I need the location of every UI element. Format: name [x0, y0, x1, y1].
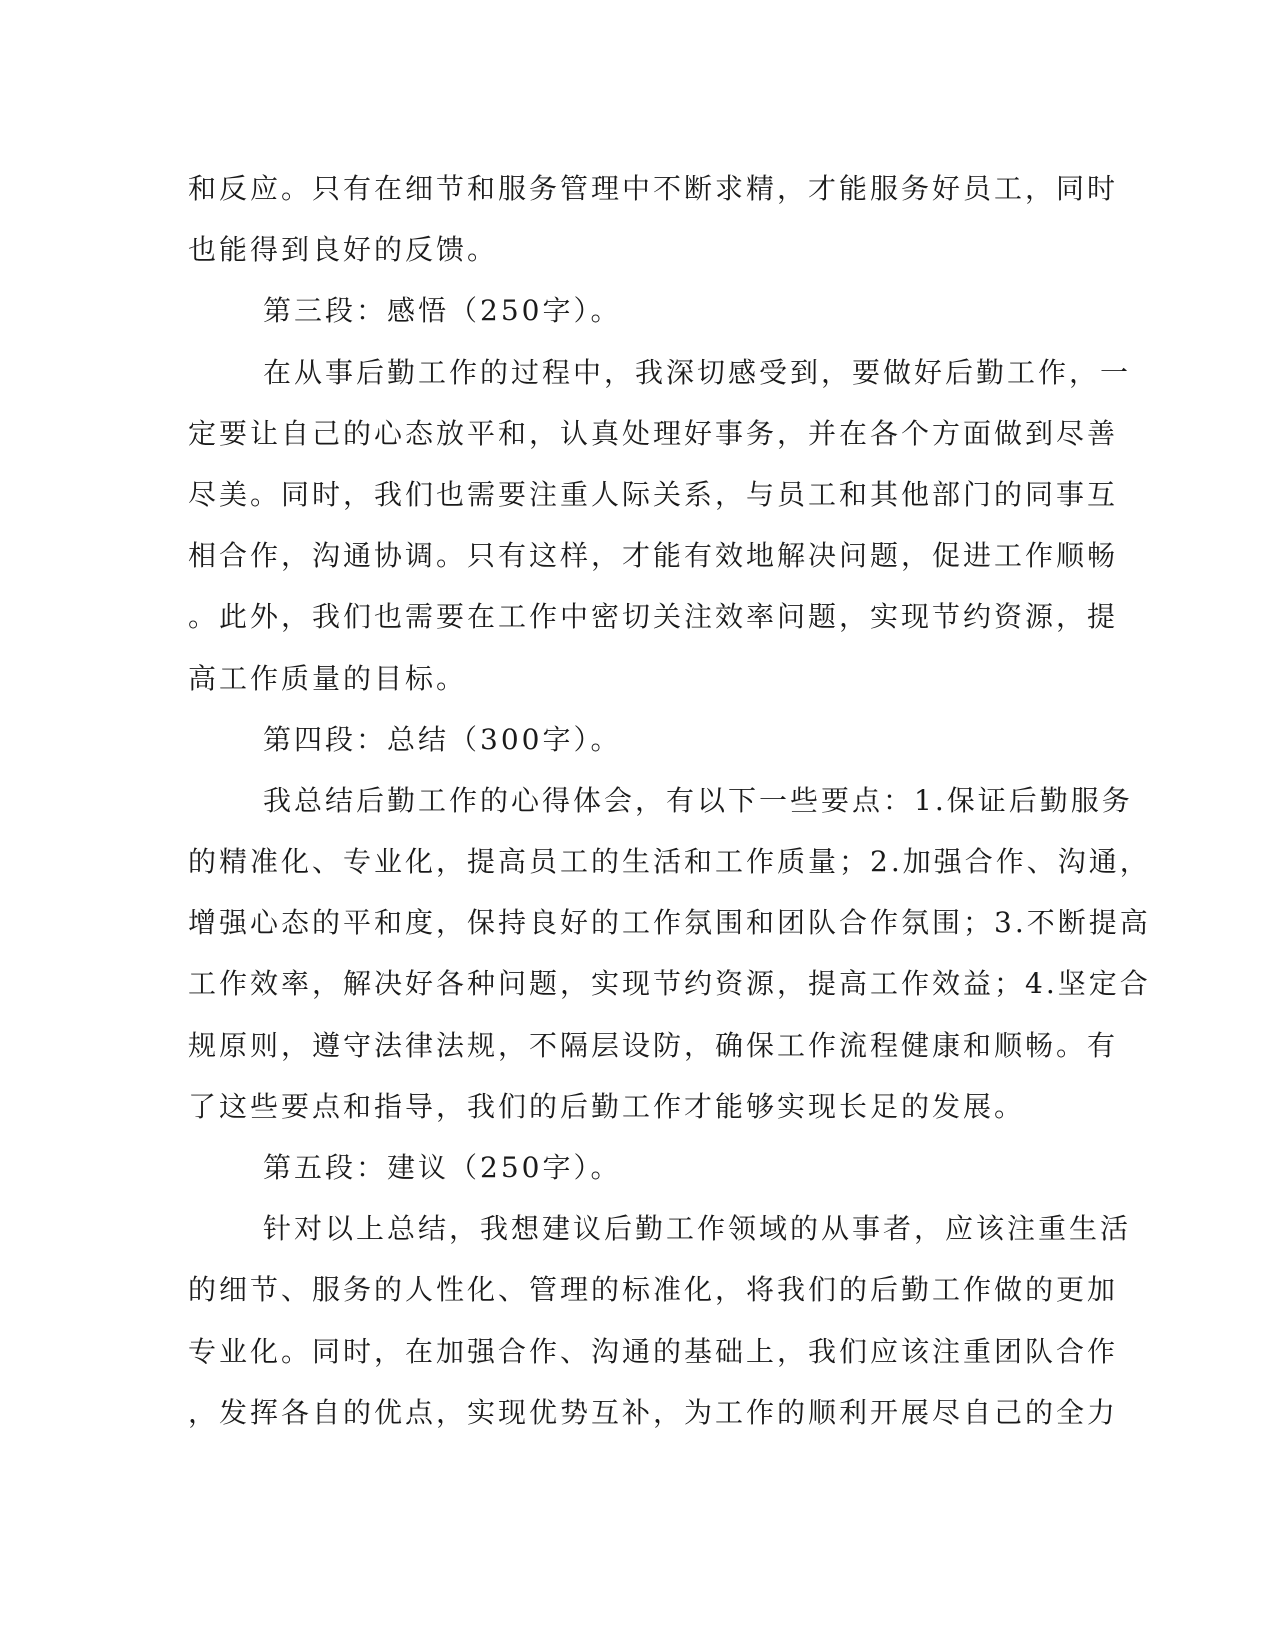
- text-line: 规原则，遵守法律法规，不隔层设防，确保工作流程健康和顺畅。有: [188, 1028, 1119, 1062]
- text-line: 尽美。同时，我们也需要注重人际关系，与员工和其他部门的同事互: [188, 477, 1119, 511]
- text-line: 的细节、服务的人性化、管理的标准化，将我们的后勤工作做的更加: [188, 1273, 1119, 1307]
- text-line: 和反应。只有在细节和服务管理中不断求精，才能服务好员工，同时: [188, 172, 1119, 205]
- text-line: 增强心态的平和度，保持良好的工作氛围和团队合作氛围；3.不断提高: [188, 906, 1151, 940]
- text-line: 工作效率，解决好各种问题，实现节约资源，提高工作效益；4.坚定合: [188, 967, 1151, 1001]
- text-line: 了这些要点和指导，我们的后勤工作才能够实现长足的发展。: [188, 1089, 1026, 1123]
- text-line: 针对以上总结，我想建议后勤工作领域的从事者，应该注重生活: [263, 1212, 1132, 1246]
- text-line: 高工作质量的目标。: [188, 661, 468, 695]
- text-line: 在从事后勤工作的过程中，我深切感受到，要做好后勤工作，一: [263, 355, 1132, 389]
- text-line: 。此外，我们也需要在工作中密切关注效率问题，实现节约资源，提: [188, 600, 1119, 634]
- text-line: 定要让自己的心态放平和，认真处理好事务，并在各个方面做到尽善: [188, 416, 1119, 450]
- section-heading: 第五段：建议（250字）。: [263, 1151, 622, 1184]
- text-line: 相合作，沟通协调。只有这样，才能有效地解决问题，促进工作顺畅: [188, 539, 1119, 573]
- document-body: [188, 158, 1151, 1443]
- text-line: 我总结后勤工作的心得体会，有以下一些要点：1.保证后勤服务: [263, 783, 1133, 817]
- text-line: ，发挥各自的优点，实现优势互补，为工作的顺利开展尽自己的全力: [188, 1395, 1119, 1429]
- section-heading: 第三段：感悟（250字）。: [263, 294, 622, 328]
- text-line: 专业化。同时，在加强合作、沟通的基础上，我们应该注重团队合作: [188, 1334, 1119, 1368]
- text-line: 也能得到良好的反馈。: [188, 233, 499, 267]
- text-line: 的精准化、专业化，提高员工的生活和工作质量；2.加强合作、沟通，: [188, 845, 1151, 879]
- section-heading: 第四段：总结（300字）。: [263, 722, 622, 756]
